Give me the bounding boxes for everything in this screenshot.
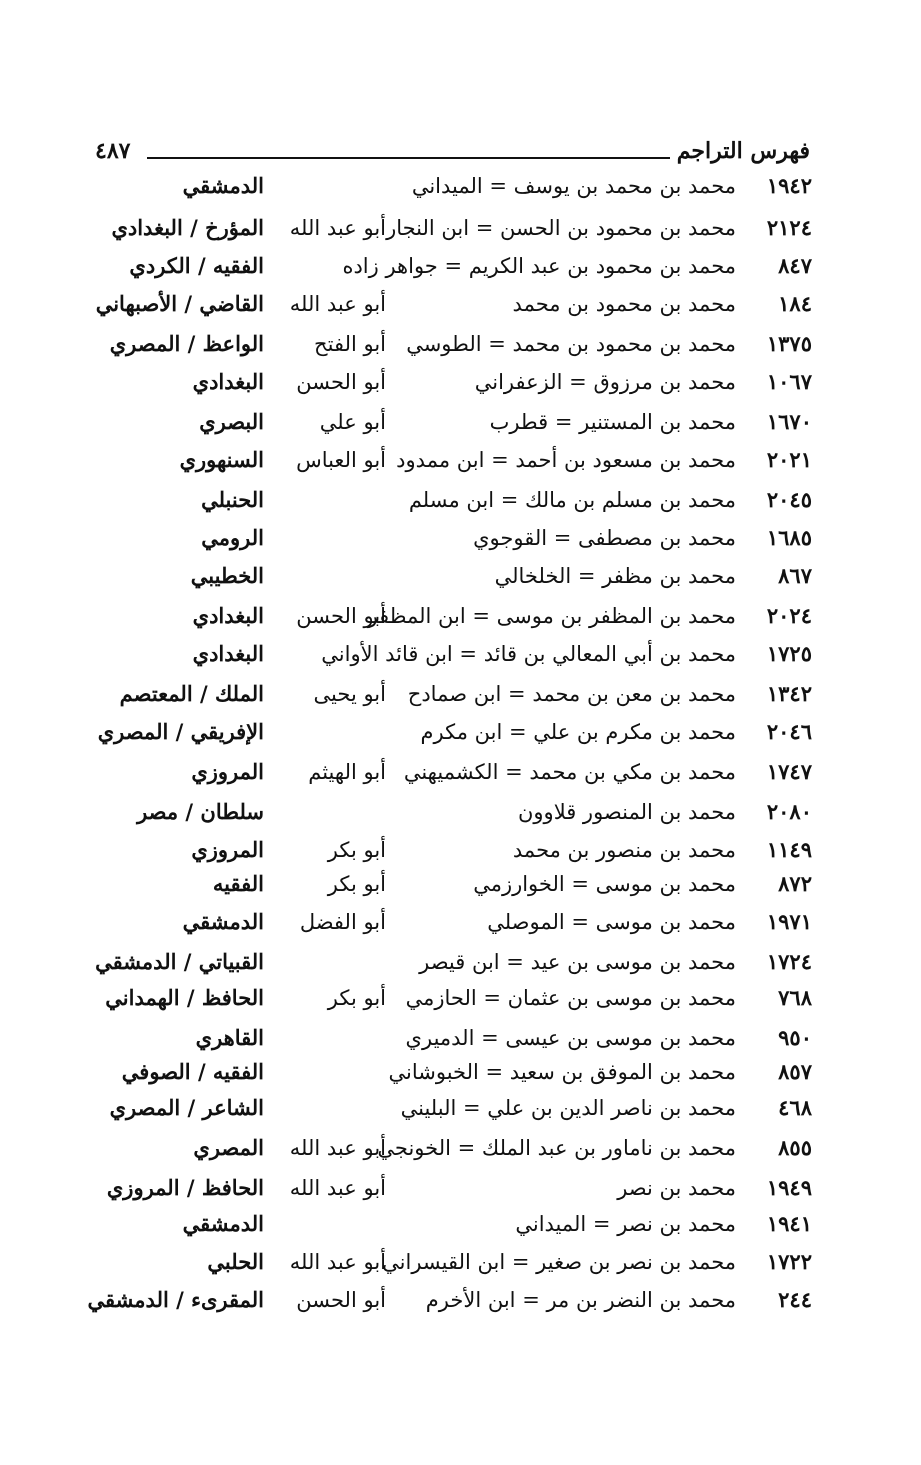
entry-nisba: البغدادي xyxy=(192,603,264,628)
entry-name: محمد بن نصر xyxy=(617,1176,736,1200)
entry-kunya: أبو عبد الله xyxy=(289,1136,386,1160)
entry-nisba: الإفريقي / المصري xyxy=(97,719,264,744)
entry-number: ٢٠٢٤ xyxy=(766,603,812,628)
index-entry xyxy=(100,904,812,940)
entry-kunya: أبو علي xyxy=(319,410,386,434)
entry-name: محمد بن مكرم بن علي = ابن مكرم xyxy=(420,720,736,744)
entry-nisba: سلطان / مصر xyxy=(137,799,264,824)
entry-nisba: السنهوري xyxy=(179,447,264,472)
entry-nisba: الدمشقي xyxy=(182,173,264,198)
entry-nisba: المروزي xyxy=(191,837,264,862)
index-entry xyxy=(100,364,812,400)
entry-name: محمد بن مكي بن محمد = الكشميهني xyxy=(403,760,736,784)
entry-number: ١٣٧٥ xyxy=(766,331,812,356)
entry-nisba: القاهري xyxy=(195,1025,264,1050)
entry-kunya: أبو الحسن xyxy=(296,604,386,628)
entry-kunya: أبو عبد الله xyxy=(289,1176,386,1200)
entry-nisba: الحافظ / المروزي xyxy=(106,1175,264,1200)
entry-name: محمد بن مسلم بن مالك = ابن مسلم xyxy=(408,488,736,512)
entry-nisba: الفقيه / الكردي xyxy=(129,253,264,278)
page-title: فهرس التراجم xyxy=(676,138,810,164)
entry-number: ٢٠٨٠ xyxy=(766,799,812,824)
entry-name: محمد بن مرزوق = الزعفراني xyxy=(474,370,736,394)
entry-number: ١٩٧١ xyxy=(766,909,812,934)
index-entry xyxy=(100,598,812,634)
entry-number: ٨٦٧ xyxy=(778,563,812,588)
index-entry xyxy=(87,1282,812,1318)
entry-kunya: أبو الفضل xyxy=(299,910,386,934)
entry-name: محمد بن النضر بن مر = ابن الأخرم xyxy=(425,1288,736,1312)
entry-name: محمد بن الموفق بن سعيد = الخبوشاني xyxy=(388,1060,736,1084)
entry-name: محمد بن موسى بن عيد = ابن قيصر xyxy=(419,950,736,974)
entry-name: محمد بن مسعود بن أحمد = ابن ممدود xyxy=(396,448,736,472)
entry-number: ٢٤٤ xyxy=(778,1287,812,1312)
entry-nisba: البغدادي xyxy=(192,641,264,666)
entry-kunya: أبو الفتح xyxy=(314,332,386,356)
entry-number: ١٧٢٤ xyxy=(766,949,812,974)
entry-name: محمد بن محمود بن الحسن = ابن النجار xyxy=(386,216,736,240)
index-entry xyxy=(100,1020,812,1056)
entry-name: محمد بن موسى بن عيسى = الدميري xyxy=(405,1026,736,1050)
entry-kunya: أبو بكر xyxy=(327,838,386,862)
index-entry xyxy=(100,404,812,440)
index-entry xyxy=(100,1130,812,1166)
entry-number: ١٠٦٧ xyxy=(766,369,812,394)
entry-name: محمد بن محمد بن يوسف = الميداني xyxy=(411,174,736,198)
entry-name: محمد بن ناماور بن عبد الملك = الخونجي xyxy=(377,1136,736,1160)
entry-name: محمد بن نصر = الميداني xyxy=(515,1212,736,1236)
entry-name: محمد بن محمود بن محمد xyxy=(512,292,736,316)
entry-nisba: المروزي xyxy=(191,759,264,784)
entry-name: محمد بن المظفر بن موسى = ابن المظفر xyxy=(367,604,736,628)
index-entry xyxy=(100,676,812,712)
entry-nisba: الدمشقي xyxy=(182,909,264,934)
entry-number: ٨٥٧ xyxy=(778,1059,812,1084)
entry-name: محمد بن نصر بن صغير = ابن القيسراني xyxy=(382,1250,736,1274)
index-entry xyxy=(100,1054,812,1090)
entry-kunya: أبو بكر xyxy=(327,872,386,896)
entry-number: ١٩٤٢ xyxy=(766,173,812,198)
entry-number: ٤٦٨ xyxy=(778,1095,812,1120)
index-entry xyxy=(100,1170,812,1206)
entry-number: ٨٤٧ xyxy=(778,253,812,278)
entry-kunya: أبو عبد الله xyxy=(289,216,386,240)
entry-nisba: الحافظ / الهمداني xyxy=(105,985,264,1010)
entry-number: ١٩٤٩ xyxy=(766,1175,812,1200)
index-entry xyxy=(100,794,812,830)
index-entry xyxy=(97,714,812,750)
entry-kunya: أبو يحيى xyxy=(313,682,386,706)
entry-number: ٧٦٨ xyxy=(778,985,812,1010)
index-entry xyxy=(100,980,812,1016)
entry-number: ٢٠٢١ xyxy=(766,447,812,472)
entry-name: محمد بن محمود بن عبد الكريم = جواهر زاده xyxy=(342,254,736,278)
entry-nisba: القاضي / الأصبهاني xyxy=(95,291,264,316)
entry-nisba: الواعظ / المصري xyxy=(109,331,264,356)
entry-name: محمد بن المستنير = قطرب xyxy=(489,410,736,434)
index-entry xyxy=(100,210,812,246)
entry-nisba: المقرىء / الدمشقي xyxy=(87,1287,264,1312)
page-header xyxy=(95,138,810,172)
entry-nisba: المصري xyxy=(193,1135,264,1160)
index-entry xyxy=(100,558,812,594)
entry-number: ١٧٤٧ xyxy=(766,759,812,784)
entry-nisba: الرومي xyxy=(201,525,264,550)
index-entry xyxy=(100,866,812,902)
entry-name: محمد بن مظفر = الخلخالي xyxy=(494,564,736,588)
entry-number: ٢٠٤٦ xyxy=(766,719,812,744)
entry-kunya: أبو الحسن xyxy=(296,1288,386,1312)
index-entry xyxy=(100,326,812,362)
index-entry xyxy=(100,754,812,790)
entry-name: محمد بن موسى = الخوارزمي xyxy=(473,872,736,896)
entry-number: ٢١٢٤ xyxy=(766,215,812,240)
index-entry xyxy=(95,944,812,980)
index-entry xyxy=(100,168,812,204)
index-entry xyxy=(100,1244,812,1280)
header-rule xyxy=(147,157,670,159)
entry-number: ٢٠٤٥ xyxy=(766,487,812,512)
entry-kunya: أبو عبد الله xyxy=(289,1250,386,1274)
entry-name: محمد بن أبي المعالي بن قائد = ابن قائد الأواني xyxy=(321,642,736,666)
entry-nisba: الحنبلي xyxy=(201,487,264,512)
entry-nisba: الشاعر / المصري xyxy=(109,1095,264,1120)
entry-kunya: أبو الحسن xyxy=(296,370,386,394)
entry-name: محمد بن منصور بن محمد xyxy=(512,838,736,862)
entry-kunya: أبو الهيثم xyxy=(308,760,386,784)
entry-number: ١٧٢٥ xyxy=(766,641,812,666)
entry-nisba: البغدادي xyxy=(192,369,264,394)
entry-number: ١١٤٩ xyxy=(766,837,812,862)
index-entry xyxy=(100,482,812,518)
entry-name: محمد بن ناصر الدين بن علي = البليني xyxy=(400,1096,736,1120)
entry-nisba: الفقيه xyxy=(212,871,264,896)
entry-number: ١٧٢٢ xyxy=(766,1249,812,1274)
entry-number: ٨٧٢ xyxy=(778,871,812,896)
entry-name: محمد بن مصطفى = القوجوي xyxy=(473,526,736,550)
index-entry xyxy=(100,248,812,284)
entry-name: محمد بن معن بن محمد = ابن صمادح xyxy=(407,682,736,706)
entry-number: ١٩٤١ xyxy=(766,1211,812,1236)
entry-kunya: أبو بكر xyxy=(327,986,386,1010)
entry-number: ١٨٤ xyxy=(778,291,812,316)
index-entry xyxy=(100,520,812,556)
index-entry xyxy=(100,636,812,672)
page-number: ٤٨٧ xyxy=(95,138,131,164)
entry-name: محمد بن موسى = الموصلي xyxy=(487,910,736,934)
entry-name: محمد بن المنصور قلاوون xyxy=(517,800,736,824)
index-entry xyxy=(100,442,812,478)
index-entry xyxy=(100,832,812,868)
entry-number: ١٣٤٢ xyxy=(766,681,812,706)
entry-number: ١٦٧٠ xyxy=(766,409,812,434)
entry-nisba: الدمشقي xyxy=(182,1211,264,1236)
entry-number: ٩٥٠ xyxy=(778,1025,812,1050)
index-entry xyxy=(95,286,812,322)
entry-name: محمد بن محمود بن محمد = الطوسي xyxy=(406,332,736,356)
entry-nisba: الخطيبي xyxy=(190,563,264,588)
entry-kunya: أبو العباس xyxy=(296,448,386,472)
entry-number: ٨٥٥ xyxy=(778,1135,812,1160)
entry-name: محمد بن موسى بن عثمان = الحازمي xyxy=(405,986,736,1010)
entry-kunya: أبو عبد الله xyxy=(289,292,386,316)
entry-nisba: المؤرخ / البغدادي xyxy=(111,215,264,240)
entry-number: ١٦٨٥ xyxy=(766,525,812,550)
index-entry xyxy=(100,1090,812,1126)
entry-nisba: الحلبي xyxy=(207,1249,264,1274)
index-entry xyxy=(100,1206,812,1242)
entry-nisba: البصري xyxy=(199,409,264,434)
entry-nisba: القبياتي / الدمشقي xyxy=(95,949,264,974)
entry-nisba: الملك / المعتصم xyxy=(119,681,264,706)
entry-nisba: الفقيه / الصوفي xyxy=(121,1059,264,1084)
